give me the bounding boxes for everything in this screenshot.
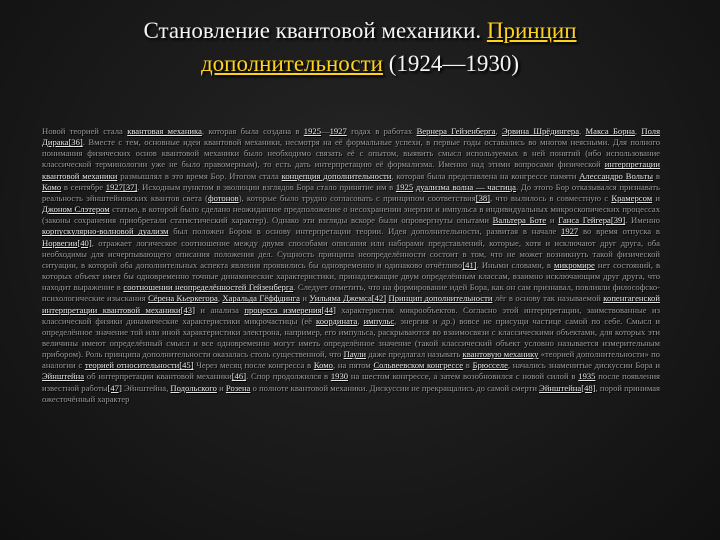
body-link[interactable]: [39] [610, 215, 626, 226]
body-text-segment: . Вместе с тем, основные идеи квантовой механики, несмотря на её формальные успехи, в первые годы оставались во многом неясными. Для полного понимания физических основ квантовой механики было необходимо связать её с опытом, выявить смысл используемых в ней понятий (ибо использование классической терминологии уже не было правомерным), то есть дать интерпретацию её формализма. Именно над этими вопросами физической [42, 137, 660, 170]
body-link[interactable]: Алессандро Вольты [579, 170, 654, 181]
body-text-segment: ), которые было трудно согласовать с принципом соответствия [238, 192, 476, 203]
body-text-segment: , [357, 315, 364, 326]
body-text-segment: . До этого Бор отказывался признавать реальность эйнштейновских квантов света ( [42, 181, 660, 203]
body-link[interactable]: [36] [68, 137, 83, 148]
body-text-segment: , на пятом [332, 360, 374, 371]
body-link[interactable]: копенгагенской интерпретации квантовой механики [42, 293, 660, 315]
body-text-segment: , [634, 126, 642, 136]
body-link[interactable]: координата [316, 315, 358, 326]
body-text-segment: «теорией дополнительности» по аналогии с [42, 349, 660, 371]
body-link[interactable]: Эйнштейна [42, 371, 85, 382]
body-text-segment: , что вылилось в совместную с [490, 192, 612, 203]
body-text-segment: Через месяц после конгресса в [193, 360, 314, 371]
body-text-segment: , отражает логическое соотношение между двумя способами описания или наборами представлений, которые, хотя и исключают друг друга, оба необходимы для исчерпывающего описания положения дел. Сущность принципа неопределённости состоит в том, что не может возникнуть такой физической ситуации, в которой оба дополнительных аспекта явления проявились бы одновременно и одинаково отчётливо [42, 237, 660, 270]
body-link[interactable]: Подольского [170, 382, 217, 393]
body-text-segment: . Именно [625, 215, 660, 226]
body-text-segment: Новой теорией стала [42, 126, 128, 136]
body-link[interactable]: импульс [363, 315, 395, 326]
body-text-segment: . Исходным пунктом в эволюции взглядов Бора стало принятие им в [137, 181, 396, 192]
body-link[interactable]: [41] [462, 259, 477, 270]
body-text-segment: . Спор продолжился в [246, 371, 331, 382]
body-text-segment: и анализа [194, 304, 245, 315]
body-text-segment: лёг в основу так называемой [492, 293, 604, 304]
body-link[interactable]: Комо [42, 181, 62, 192]
body-text-segment: — [320, 126, 330, 136]
body-text-segment: во время отпуска в [578, 226, 660, 237]
body-text-segment: и [299, 293, 310, 304]
body-link[interactable]: Принцип дополнительности [388, 293, 493, 304]
body-link[interactable]: микромире [554, 259, 595, 270]
body-text-segment: , которая была создана в [201, 126, 304, 136]
body-link[interactable]: 1925 [303, 126, 321, 136]
body-text-segment: в сентябре [61, 181, 106, 192]
body-link[interactable]: 1927 [329, 126, 347, 136]
body-link[interactable]: Комо [313, 360, 333, 371]
body-text-segment: , [217, 293, 223, 304]
body-text-segment: , порой принимая ожесточённый характер [42, 382, 660, 404]
body-text-segment: о полноте квантовой механики. Дискуссии не прекращались до самой смерти [250, 382, 540, 393]
body-link[interactable]: [44] [321, 304, 336, 315]
body-link[interactable]: 1930 [330, 371, 349, 382]
body-link[interactable]: соотношении неопределённостей Гейзенберга [123, 282, 294, 293]
body-link[interactable]: теорией относительности [84, 360, 180, 371]
body-text-segment: нет состояний, в которых объект имел бы одновременно точные динамические характеристики, принадлежащие двум определённым классам, взаимно исключающим друг друга, что находит выражение в [42, 259, 660, 293]
body-text-segment: в [653, 170, 660, 181]
body-link[interactable]: 1935 [578, 371, 596, 382]
body-text-segment: об интерпретации квантовой механики [84, 371, 232, 382]
body-text-segment: , начались знаменитые дискуссии Бора и [507, 360, 660, 371]
body-link[interactable]: Норвегии [42, 237, 78, 248]
body-link[interactable]: [42] [371, 293, 387, 304]
body-link[interactable]: [48] [581, 382, 596, 393]
body-link[interactable]: [45] [179, 360, 194, 371]
body-text-segment: . Иными словами, в [476, 259, 555, 270]
body-link[interactable]: Крамерсом [611, 192, 653, 203]
body-link[interactable]: Сольвеевском конгрессе [373, 360, 464, 371]
body-text-segment: , которая была представлена на конгрессе памяти [391, 170, 580, 181]
body-link[interactable]: дуализма волна — частица [415, 181, 516, 192]
body-link[interactable]: [37] [122, 181, 138, 192]
body-link[interactable]: [47] [107, 382, 122, 393]
body-link[interactable]: Брюсселе [472, 360, 508, 371]
body-link[interactable]: Розена [225, 382, 251, 393]
body-link[interactable]: квантовую механику [462, 349, 539, 360]
body-text-segment: Эйнштейна, [121, 382, 171, 393]
title-text-part2: (1924—1930) [382, 51, 520, 76]
body-text-segment: на шестом конгрессе, а затем возобновился с новой силой в [348, 371, 579, 382]
body-text-segment: после появления известной работы [42, 371, 660, 393]
body-text-segment: , энергия и др.) вовсе не присущи частице самой по себе. Смысл и определённое значение той или иной характеристики электрона, например, его импульса, раскрываются во взаимосвязи с классическими объектами, для которых эти величины имеют определённый смысл и все одновременно могут иметь определённое значение (такой классический объект условно называется измерительным прибором). Роль принципа дополнительности оказалась столь существенной, что [42, 315, 660, 360]
slide-title [60, 14, 660, 80]
body-link[interactable]: Эрвина Шрёдингера [501, 126, 580, 136]
body-text-segment: и [546, 215, 559, 226]
body-text-segment: годах в работах [346, 126, 417, 136]
body-link[interactable]: [40] [77, 237, 92, 248]
title-text-part1: Становление квантовой механики. [143, 18, 487, 43]
body-link[interactable]: Уильяма Джемса [309, 293, 372, 304]
body-link[interactable]: Харальда Гёффдинга [222, 293, 300, 304]
body-link[interactable]: квантовая механика [127, 126, 202, 136]
title-link-complementarity[interactable]: Принцип дополнительности [200, 18, 577, 76]
body-text-segment: в [463, 360, 473, 371]
body-text [42, 126, 660, 530]
body-link[interactable]: интерпретации квантовой механики [42, 159, 660, 181]
body-link[interactable]: фотонов [208, 192, 239, 203]
body-link[interactable]: 1927 [105, 181, 123, 192]
body-text-segment: размышлял в это время Бор. Итогом стала [117, 170, 282, 181]
body-link[interactable]: 1927 [561, 226, 579, 237]
body-text-segment: и [216, 382, 226, 393]
body-text-segment: , [579, 126, 586, 136]
body-text-segment: и [652, 192, 660, 203]
body-text-segment: даже предлагал называть [366, 349, 463, 360]
body-link[interactable]: процесса измерения [244, 304, 322, 315]
body-link[interactable]: Сёрена Кьеркегора [148, 293, 218, 304]
body-link[interactable]: Вернера Гейзенберга [416, 126, 496, 136]
body-link[interactable]: [46] [231, 371, 247, 382]
body-text-segment: характеристик микрообъектов. Согласно этой интерпретации, заимствованные из классической физики динамические характеристики микрочастицы (её [42, 304, 660, 326]
body-link[interactable]: Эйнштейна [539, 382, 582, 393]
body-link[interactable]: Поля Дирака [42, 126, 660, 148]
body-link[interactable]: концепция дополнительности [281, 170, 392, 181]
body-text-segment: был положен Бором в основу интерпретации теории. Идея дополнительности, развитая в начале [168, 226, 562, 237]
body-link[interactable]: корпускулярно-волновой дуализм [42, 226, 169, 237]
body-link[interactable]: Ганса Гейгера [558, 215, 611, 226]
body-link[interactable]: [43] [180, 304, 195, 315]
body-link[interactable]: Вальтера Боте [492, 215, 547, 226]
body-link[interactable]: 1925 [395, 181, 414, 192]
body-link[interactable]: Джоном Слэтером [42, 204, 110, 215]
body-link[interactable]: Макса Борна [585, 126, 635, 136]
body-text-segment: статью, в которой было сделано неожиданное предположение о несохранении энергии и импульса в индивидуальных микроскопических процессах (законы сохранения приобретали статистический характер). Однако эти взгляды вскоре были опровергнуты опытами [42, 204, 660, 226]
body-link[interactable]: Паули [343, 349, 367, 360]
body-text-segment: . Следует отметить, что на формирование идей Бора, как он сам признавал, повлияли философско-психологические изыскания [42, 282, 660, 304]
body-link[interactable]: [38] [475, 192, 491, 203]
body-text-segment: , [495, 126, 502, 136]
